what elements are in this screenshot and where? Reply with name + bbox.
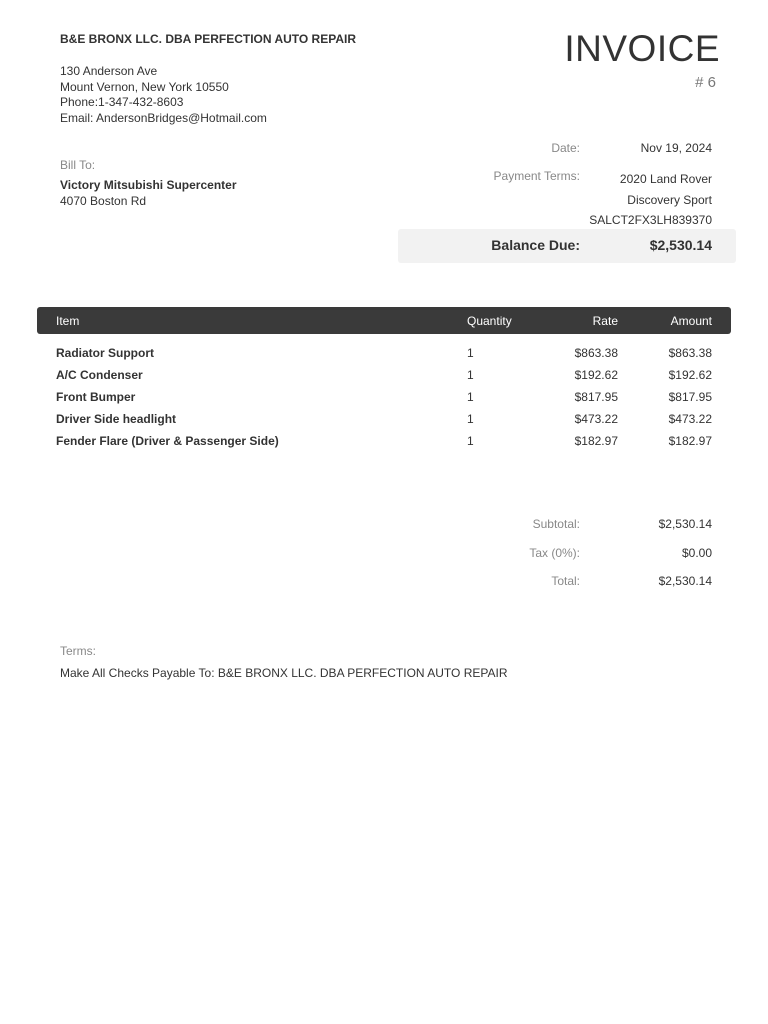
table-row [0, 409, 768, 431]
total-value: $2,530.14 [658, 574, 712, 588]
subtotal-value: $2,530.14 [658, 517, 712, 531]
row-quantity: 1 [467, 368, 474, 382]
company-address-line: Mount Vernon, New York 10550 [60, 79, 229, 94]
payment-terms-label: Payment Terms: [493, 169, 580, 183]
row-amount: $817.95 [668, 390, 712, 404]
row-amount: $192.62 [668, 368, 712, 382]
row-item: Fender Flare (Driver & Passenger Side) [56, 434, 279, 448]
terms-text: Make All Checks Payable To: B&E BRONX LLC. DBA PERFECTION AUTO REPAIR [60, 666, 508, 680]
bill-to-address: 4070 Boston Rd [60, 194, 147, 208]
date-value: Nov 19, 2024 [640, 141, 712, 155]
row-rate: $192.62 [574, 368, 618, 382]
row-item: Front Bumper [56, 390, 136, 404]
balance-due-box [398, 229, 736, 263]
company-email: Email: AndersonBridges@Hotmail.com [60, 110, 267, 125]
date-label: Date: [551, 141, 580, 155]
company-address [60, 64, 267, 126]
company-address-line: 130 Anderson Ave [60, 64, 158, 78]
line-items [0, 343, 768, 453]
row-amount: $863.38 [668, 346, 712, 360]
table-row [0, 431, 768, 453]
row-quantity: 1 [467, 412, 474, 426]
total-label: Total: [551, 574, 580, 588]
payment-terms-line: Discovery Sport [627, 192, 712, 207]
invoice-title: INVOICE [564, 28, 720, 69]
invoice-number: # 6 [695, 74, 716, 91]
subtotal-label: Subtotal: [532, 517, 580, 531]
company-name: B&E BRONX LLC. DBA PERFECTION AUTO REPAIR [60, 32, 357, 46]
row-rate: $473.22 [574, 412, 618, 426]
terms-label: Terms: [60, 644, 96, 658]
header-rate: Rate [592, 314, 618, 328]
row-quantity: 1 [467, 346, 474, 360]
row-quantity: 1 [467, 390, 474, 404]
balance-due-label: Balance Due: [491, 237, 580, 253]
header-amount: Amount [670, 314, 712, 328]
payment-terms-line: 2020 Land Rover [619, 172, 712, 186]
row-item: A/C Condenser [56, 368, 143, 382]
tax-label: Tax (0%): [529, 546, 580, 560]
row-amount: $182.97 [668, 434, 712, 448]
tax-value: $0.00 [681, 546, 712, 560]
bill-to-label: Bill To: [60, 158, 96, 172]
bill-to-name: Victory Mitsubishi Supercenter [60, 178, 237, 192]
company-phone: Phone:1-347-432-8603 [60, 95, 184, 109]
table-header [37, 307, 731, 334]
row-quantity: 1 [467, 434, 474, 448]
row-rate: $182.97 [574, 434, 618, 448]
table-row [0, 387, 768, 409]
payment-terms-value [542, 169, 712, 231]
row-amount: $473.22 [668, 412, 712, 426]
table-row [0, 365, 768, 387]
balance-due-value: $2,530.14 [649, 237, 712, 253]
header-divider [451, 334, 637, 335]
row-rate: $863.38 [574, 346, 618, 360]
row-rate: $817.95 [574, 390, 618, 404]
header-item: Item [56, 314, 80, 328]
header-quantity: Quantity [467, 314, 512, 328]
row-item: Driver Side headlight [56, 412, 177, 426]
row-item: Radiator Support [56, 346, 154, 360]
payment-terms-line: SALCT2FX3LH839370 [589, 213, 712, 227]
table-row [0, 343, 768, 365]
